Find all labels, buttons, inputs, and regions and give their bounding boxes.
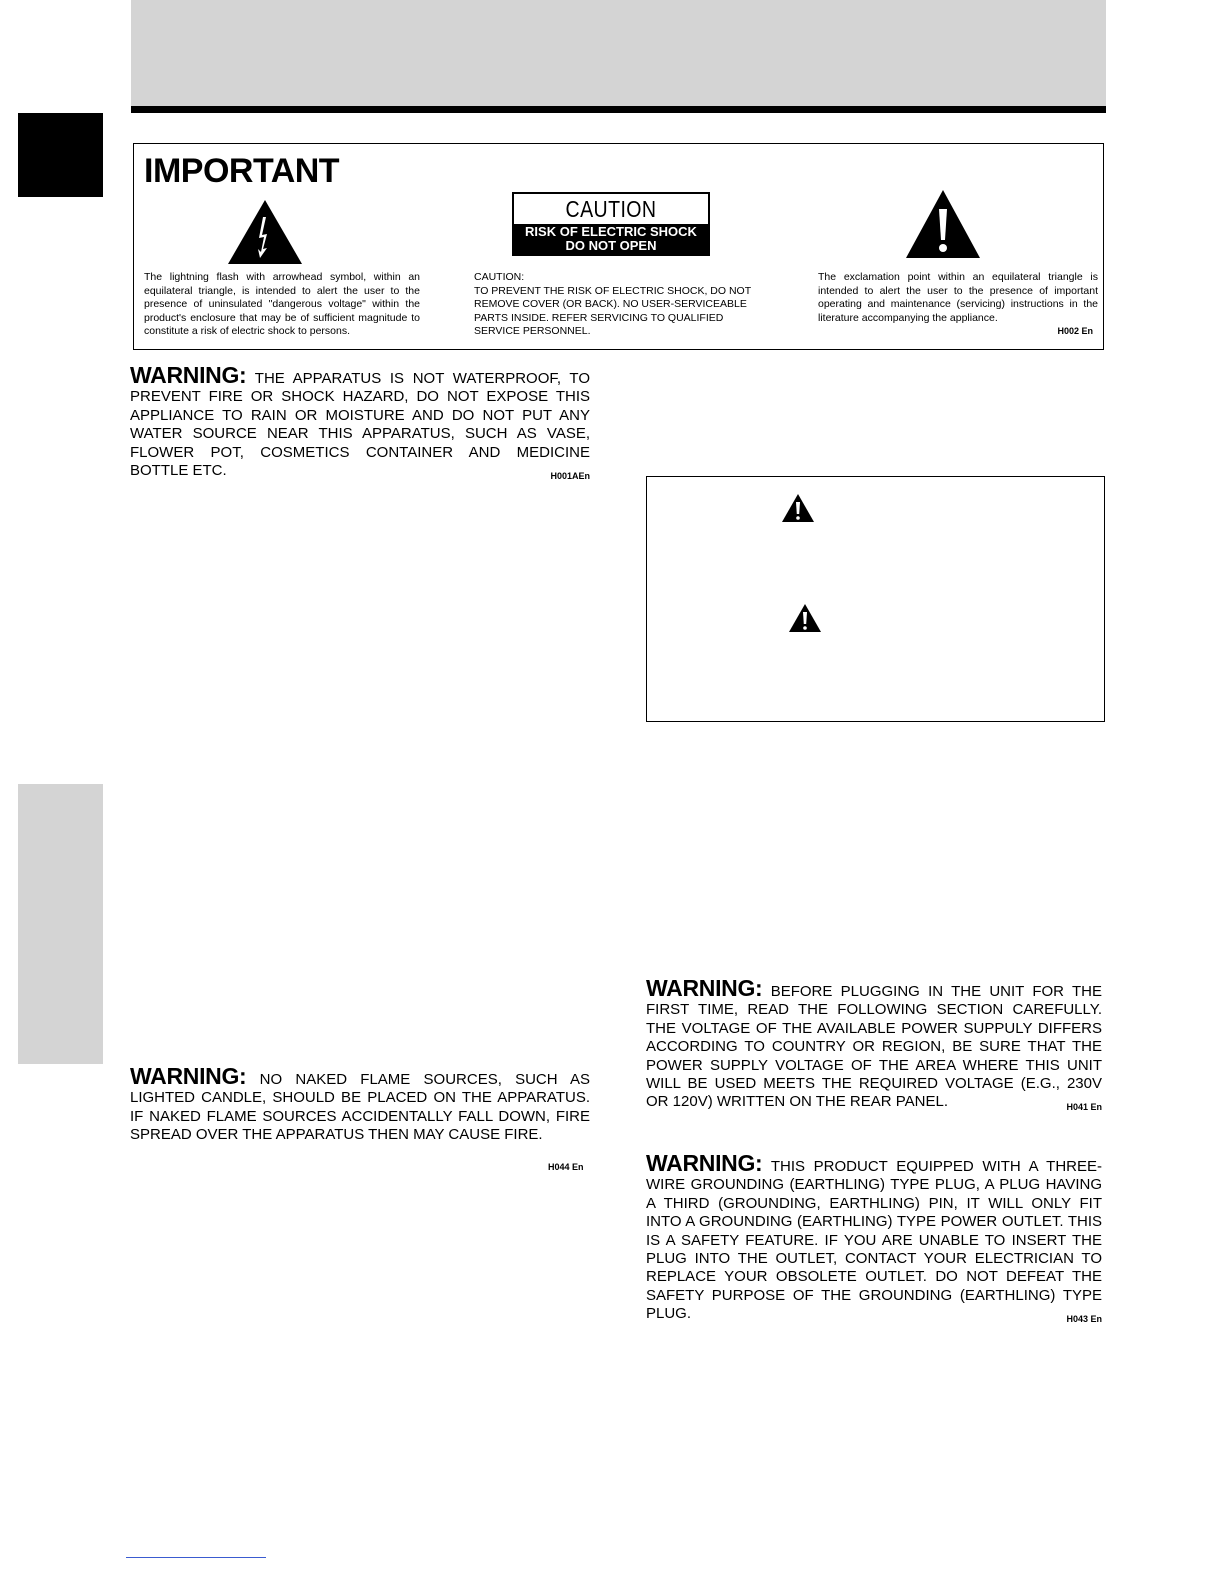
warning-text: NO NAKED FLAME SOURCES, SUCH AS LIGHTED CANDLE, SHOULD BE PLACED ON THE APPARATUS. IF NAKED FLAME SOURCES ACCIDENTALLY FALL DOWN, FIRE SPREAD OVER THE APPARATUS THEN MAY CAUSE FIRE. bbox=[130, 1071, 591, 1144]
warning-code: H044 En bbox=[548, 1162, 584, 1172]
warning-triangle-icon bbox=[788, 603, 822, 633]
important-box bbox=[133, 143, 1104, 350]
important-title: IMPORTANT bbox=[144, 152, 340, 190]
caution-label bbox=[512, 192, 710, 256]
side-tab-grey bbox=[18, 784, 103, 1064]
exclamation-explanation: The exclamation point within an equilateral triangle is intended to alert the user to the presence of important operating and maintenance (servicing) instructions in the literature accompanying the appliance. bbox=[818, 271, 1098, 324]
caution-text: TO PREVENT THE RISK OF ELECTRIC SHOCK, DO NOT REMOVE COVER (OR BACK). NO USER-SERVICEABLE PARTS INSIDE. REFER SERVICING TO QUALIFIED SERVICE PERSONNEL. bbox=[474, 284, 751, 337]
caution-heading: CAUTION: bbox=[474, 271, 525, 283]
lightning-explanation: The lightning flash with arrowhead symbol, within an equilateral triangle, is intended to alert the user to the presence of uninsulated "dangerous voltage" within the product's enclosure that may be of sufficient magnitude to constitute a risk of electric shock to persons. bbox=[144, 271, 420, 337]
caution-label-line2: DO NOT OPEN bbox=[565, 238, 657, 253]
warning-text: THIS PRODUCT EQUIPPED WITH A THREE-WIRE GROUNDING (EARTHLING) TYPE PLUG, A PLUG HAVING A THIRD (GROUNDING, EARTHLING) PIN, IT WILL ONLY FIT INTO A GROUNDING (EARTHLING) TYPE POWER OUTLET. THIS IS A SAFETY FEATURE. IF YOU ARE UNABLE TO INSERT THE PLUG INTO THE OUTLET, CONTACT YOUR ELECTRICIAN TO REPLACE YOUR OBSOLETE OUTLET. DO NOT DEFEAT THE SAFETY PURPOSE OF THE GROUNDING (EARTHLING) TYPE PLUG. bbox=[646, 1158, 1102, 1323]
header-rule bbox=[131, 106, 1106, 113]
safety-box bbox=[646, 476, 1105, 722]
important-code: H002 En bbox=[1057, 326, 1093, 336]
warning-label: WARNING: bbox=[646, 1150, 763, 1176]
warning-grounding bbox=[646, 1150, 1102, 1329]
exclamation-triangle-icon bbox=[905, 189, 981, 259]
caution-label-bottom bbox=[514, 224, 708, 254]
warning-waterproof bbox=[130, 362, 590, 485]
warning-label: WARNING: bbox=[130, 1063, 247, 1089]
header-band bbox=[131, 0, 1106, 106]
warning-code: H001AEn bbox=[550, 471, 590, 482]
footer-rule bbox=[126, 1557, 266, 1558]
warning-code: H043 En bbox=[1066, 1314, 1102, 1325]
warning-voltage bbox=[646, 975, 1103, 1117]
caution-statement bbox=[474, 271, 766, 339]
warning-triangle-icon bbox=[781, 493, 815, 523]
warning-naked-flame bbox=[130, 1063, 591, 1145]
warning-label: WARNING: bbox=[646, 975, 763, 1001]
lightning-triangle-icon bbox=[227, 199, 303, 265]
caution-label-line1: RISK OF ELECTRIC SHOCK bbox=[525, 224, 697, 239]
warning-text: THE APPARATUS IS NOT WATERPROOF, TO PREVENT FIRE OR SHOCK HAZARD, DO NOT EXPOSE THIS APPLIANCE TO RAIN OR MOISTURE AND DO NOT PUT ANY WATER SOURCE NEAR THIS APPARATUS, SUCH AS VASE, FLOWER POT, COSMETICS CONTAINER AND MEDICINE BOTTLE ETC. bbox=[130, 370, 590, 480]
warning-label: WARNING: bbox=[130, 362, 247, 388]
warning-text: BEFORE PLUGGING IN THE UNIT FOR THE FIRST TIME, READ THE FOLLOWING SECTION CAREFULLY. THE VOLTAGE OF THE AVAILABLE POWER SUPPULY DIFFERS ACCORDING TO COUNTRY OR REGION, BE SURE THAT THE POWER SUPPLY VOLTAGE OF THE AREA WHERE THIS UNIT WILL BE USED MEETS THE REQUIRED VOLTAGE (E.G., 230V OR 120V) WRITTEN ON THE REAR PANEL. bbox=[646, 983, 1103, 1111]
warning-code: H041 En bbox=[1066, 1102, 1102, 1113]
side-tab-black bbox=[18, 113, 103, 197]
caution-label-top: CAUTION bbox=[565, 196, 657, 222]
